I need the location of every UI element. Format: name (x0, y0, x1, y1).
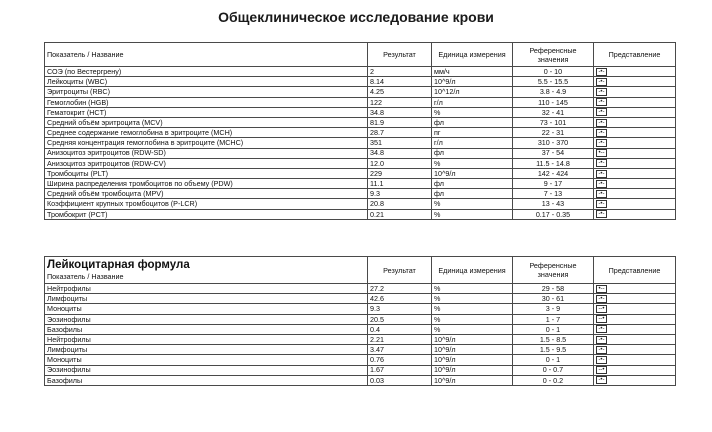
header-reference: Референсные значения (513, 43, 594, 67)
table-row (45, 158, 676, 168)
row-name: Средний объём тромбоцита (MPV) (45, 189, 368, 199)
row-unit: мм/ч (432, 67, 513, 77)
row-name: Среднее содержание гемоглобина в эритроците (MCH) (45, 128, 368, 138)
row-representation (594, 284, 676, 294)
range-indicator-icon: --• (596, 315, 607, 323)
row-name: Эритроциты (RBC) (45, 87, 368, 97)
range-indicator-icon: -•- (596, 295, 607, 303)
row-result: 3.47 (368, 345, 432, 355)
table-header-row (45, 43, 676, 67)
table-row (45, 365, 676, 375)
row-result: 351 (368, 138, 432, 148)
header-name: Показатель / Название (47, 272, 124, 282)
table-row (45, 304, 676, 314)
row-representation (594, 189, 676, 199)
row-unit: 10^9/л (432, 365, 513, 375)
section-title: Лейкоцитарная формула (47, 258, 190, 271)
header-reference: Референсные значения (513, 257, 594, 284)
row-name: Анизоцитоз эритроцитов (RDW-SD) (45, 148, 368, 158)
row-result: 34.8 (368, 148, 432, 158)
header-unit: Единица измерения (432, 43, 513, 67)
row-name: Тромбокрит (PCT) (45, 209, 368, 219)
row-unit: фл (432, 189, 513, 199)
row-result: 0.76 (368, 355, 432, 365)
table-row (45, 168, 676, 178)
row-result: 2.21 (368, 334, 432, 344)
row-unit: % (432, 107, 513, 117)
row-name: Анизоцитоз эритроцитов (RDW-CV) (45, 158, 368, 168)
row-name: Гематокрит (HCT) (45, 107, 368, 117)
row-name: СОЭ (по Вестергрену) (45, 67, 368, 77)
table-row (45, 87, 676, 97)
row-reference: 0 - 1 (513, 355, 594, 365)
row-reference: 22 - 31 (513, 128, 594, 138)
row-name: Эозинофилы (45, 365, 368, 375)
row-result: 28.7 (368, 128, 432, 138)
row-result: 9.3 (368, 189, 432, 199)
row-result: 8.14 (368, 77, 432, 87)
row-representation (594, 294, 676, 304)
row-representation (594, 324, 676, 334)
row-reference: 30 - 61 (513, 294, 594, 304)
range-indicator-icon: -•- (596, 190, 607, 198)
row-result: 11.1 (368, 179, 432, 189)
range-indicator-icon: --• (596, 305, 607, 313)
row-name: Гемоглобин (HGB) (45, 97, 368, 107)
row-reference: 7 - 13 (513, 189, 594, 199)
row-name: Нейтрофилы (45, 334, 368, 344)
row-representation (594, 87, 676, 97)
row-reference: 32 - 41 (513, 107, 594, 117)
row-unit: % (432, 304, 513, 314)
table-row (45, 128, 676, 138)
row-unit: 10^9/л (432, 355, 513, 365)
range-indicator-icon: -•- (596, 139, 607, 147)
row-reference: 0 - 0.7 (513, 365, 594, 375)
range-indicator-icon: -•- (596, 346, 607, 354)
table-row (45, 117, 676, 127)
table-row (45, 67, 676, 77)
row-representation (594, 107, 676, 117)
row-reference: 5.5 - 15.5 (513, 77, 594, 87)
row-result: 0.21 (368, 209, 432, 219)
row-representation (594, 199, 676, 209)
row-reference: 110 - 145 (513, 97, 594, 107)
range-indicator-icon: -•- (596, 200, 607, 208)
row-unit: 10^9/л (432, 375, 513, 385)
table-row (45, 189, 676, 199)
row-reference: 0 - 10 (513, 67, 594, 77)
header-result: Результат (368, 257, 432, 284)
table-row (45, 199, 676, 209)
row-unit: % (432, 314, 513, 324)
row-representation (594, 365, 676, 375)
row-result: 122 (368, 97, 432, 107)
range-indicator-icon: -•- (596, 88, 607, 96)
row-representation (594, 158, 676, 168)
table-row (45, 324, 676, 334)
row-representation (594, 375, 676, 385)
row-result: 20.5 (368, 314, 432, 324)
row-representation (594, 304, 676, 314)
row-reference: 142 - 424 (513, 168, 594, 178)
row-name: Эозинофилы (45, 314, 368, 324)
row-representation (594, 97, 676, 107)
row-unit: % (432, 209, 513, 219)
range-indicator-icon: --• (596, 366, 607, 374)
row-name: Лейкоциты (WBC) (45, 77, 368, 87)
header-representation: Представление (594, 257, 676, 284)
row-result: 34.8 (368, 107, 432, 117)
row-unit: фл (432, 117, 513, 127)
row-reference: 9 - 17 (513, 179, 594, 189)
header-representation: Представление (594, 43, 676, 67)
range-indicator-icon: -•- (596, 180, 607, 188)
row-result: 2 (368, 67, 432, 77)
row-unit: % (432, 324, 513, 334)
row-name: Базофилы (45, 375, 368, 385)
table-row (45, 179, 676, 189)
row-name: Ширина распределения тромбоцитов по объему (PDW) (45, 179, 368, 189)
row-unit: 10^9/л (432, 334, 513, 344)
row-unit: пг (432, 128, 513, 138)
range-indicator-icon: -•- (596, 170, 607, 178)
range-indicator-icon: -•- (596, 129, 607, 137)
row-result: 229 (368, 168, 432, 178)
row-unit: г/л (432, 97, 513, 107)
blood-test-table (44, 42, 676, 220)
row-result: 81.9 (368, 117, 432, 127)
table-row (45, 77, 676, 87)
row-name: Моноциты (45, 304, 368, 314)
table-row (45, 355, 676, 365)
range-indicator-icon: -•- (596, 159, 607, 167)
table-row (45, 334, 676, 344)
row-reference: 37 - 54 (513, 148, 594, 158)
range-indicator-icon: -•- (596, 119, 607, 127)
row-representation (594, 209, 676, 219)
row-name: Средняя концентрация гемоглобина в эритроците (MCHC) (45, 138, 368, 148)
row-unit: % (432, 294, 513, 304)
range-indicator-icon: -•- (596, 356, 607, 364)
range-indicator-icon: •-- (596, 285, 607, 293)
range-indicator-icon: -•- (596, 98, 607, 106)
row-representation (594, 168, 676, 178)
row-representation (594, 179, 676, 189)
row-unit: 10^9/л (432, 345, 513, 355)
range-indicator-icon: -•- (596, 325, 607, 333)
row-reference: 3.8 - 4.9 (513, 87, 594, 97)
table-row (45, 138, 676, 148)
row-representation (594, 314, 676, 324)
row-representation (594, 345, 676, 355)
row-name: Лимфоциты (45, 294, 368, 304)
table-row (45, 284, 676, 294)
document-title: Общеклиническое исследование крови (218, 9, 494, 25)
row-reference: 0 - 1 (513, 324, 594, 334)
row-result: 9.3 (368, 304, 432, 314)
range-indicator-icon: -•- (596, 210, 607, 218)
table-row (45, 148, 676, 158)
row-unit: 10^9/л (432, 168, 513, 178)
row-name: Нейтрофилы (45, 284, 368, 294)
row-reference: 1.5 - 8.5 (513, 334, 594, 344)
row-representation (594, 138, 676, 148)
row-result: 20.8 (368, 199, 432, 209)
header-result: Результат (368, 43, 432, 67)
table-row (45, 107, 676, 117)
row-unit: % (432, 284, 513, 294)
table-row (45, 314, 676, 324)
row-reference: 1.5 - 9.5 (513, 345, 594, 355)
table-row (45, 345, 676, 355)
row-result: 27.2 (368, 284, 432, 294)
row-name: Лимфоциты (45, 345, 368, 355)
row-name: Тромбоциты (PLT) (45, 168, 368, 178)
range-indicator-icon: •-- (596, 149, 607, 157)
range-indicator-icon: -•- (596, 336, 607, 344)
row-result: 1.67 (368, 365, 432, 375)
row-unit: % (432, 199, 513, 209)
row-representation (594, 148, 676, 158)
header-section (45, 257, 368, 284)
row-reference: 0.17 - 0.35 (513, 209, 594, 219)
row-unit: 10^9/л (432, 77, 513, 87)
row-reference: 73 - 101 (513, 117, 594, 127)
row-representation (594, 334, 676, 344)
row-name: Коэффициент крупных тромбоцитов (P-LCR) (45, 199, 368, 209)
row-representation (594, 355, 676, 365)
header-unit: Единица измерения (432, 257, 513, 284)
row-representation (594, 67, 676, 77)
row-representation (594, 117, 676, 127)
row-reference: 3 - 9 (513, 304, 594, 314)
row-result: 12.0 (368, 158, 432, 168)
table-row (45, 294, 676, 304)
row-result: 0.03 (368, 375, 432, 385)
row-unit: 10^12/л (432, 87, 513, 97)
row-reference: 310 - 370 (513, 138, 594, 148)
row-reference: 11.5 - 14.8 (513, 158, 594, 168)
range-indicator-icon: -•- (596, 78, 607, 86)
leukocyte-formula-table (44, 256, 676, 386)
range-indicator-icon: -•- (596, 108, 607, 116)
row-result: 0.4 (368, 324, 432, 334)
row-unit: г/л (432, 138, 513, 148)
range-indicator-icon: -•- (596, 68, 607, 76)
row-reference: 13 - 43 (513, 199, 594, 209)
row-result: 4.25 (368, 87, 432, 97)
row-name: Средний объём эритроцита (MCV) (45, 117, 368, 127)
table-header-row (45, 257, 676, 284)
header-name: Показатель / Название (45, 43, 368, 67)
row-representation (594, 128, 676, 138)
table-row (45, 209, 676, 219)
row-unit: % (432, 158, 513, 168)
table-row (45, 375, 676, 385)
row-reference: 0 - 0.2 (513, 375, 594, 385)
range-indicator-icon: -•- (596, 376, 607, 384)
row-unit: фл (432, 179, 513, 189)
row-name: Базофилы (45, 324, 368, 334)
row-name: Моноциты (45, 355, 368, 365)
row-reference: 29 - 58 (513, 284, 594, 294)
row-reference: 1 - 7 (513, 314, 594, 324)
row-result: 42.6 (368, 294, 432, 304)
row-unit: фл (432, 148, 513, 158)
row-representation (594, 77, 676, 87)
table-row (45, 97, 676, 107)
